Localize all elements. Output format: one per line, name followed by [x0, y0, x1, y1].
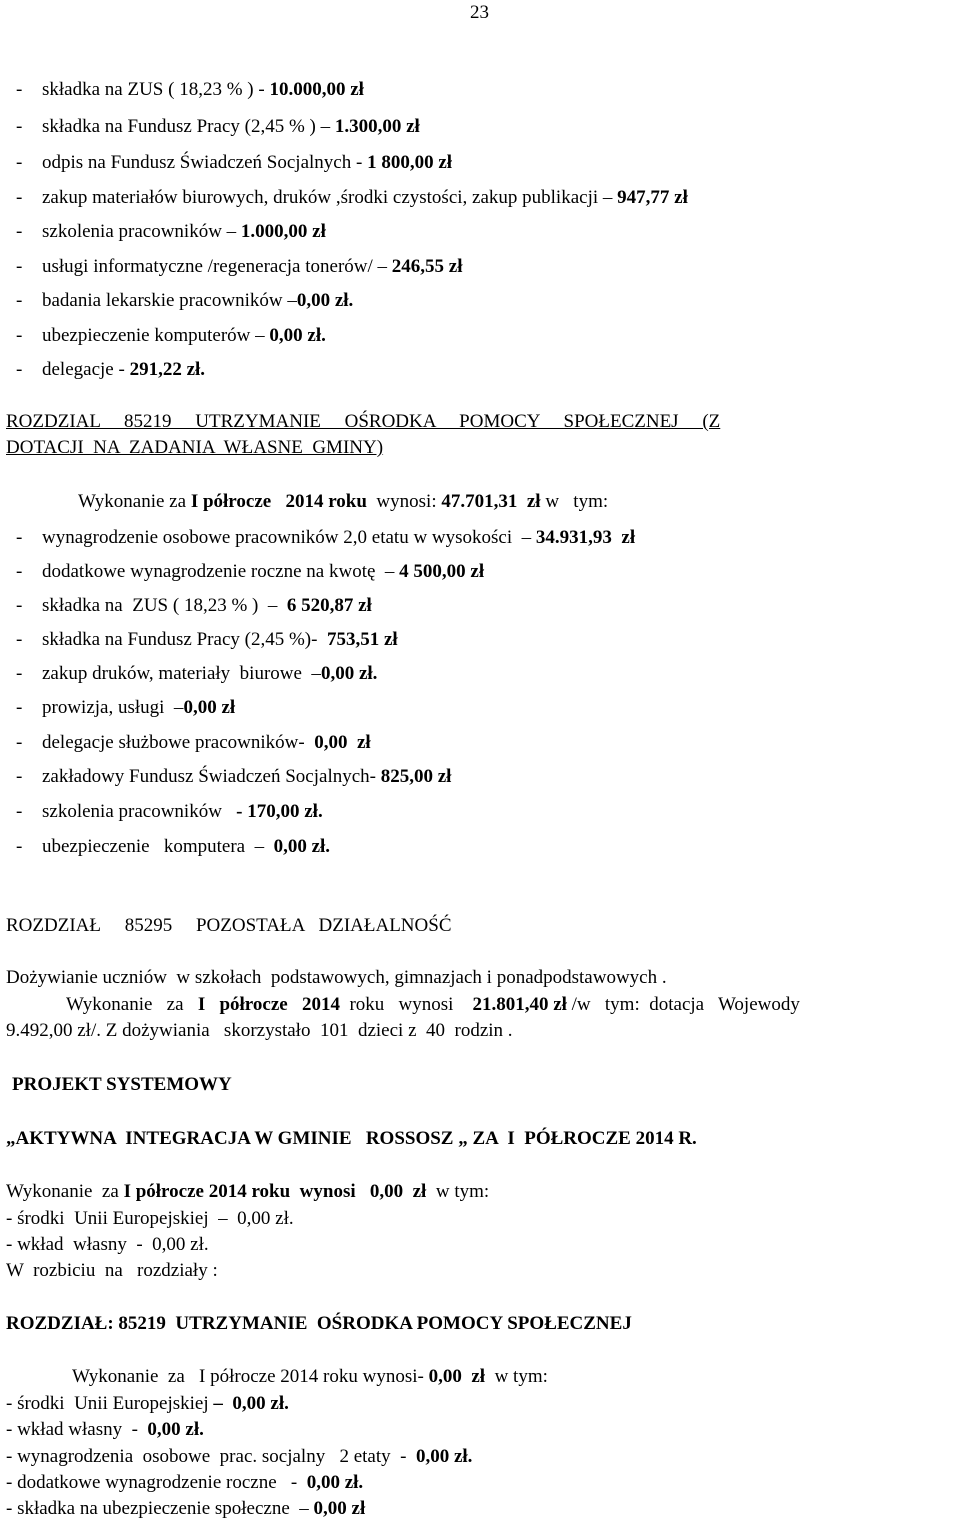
project-breakdown-intro: W rozbiciu na rozdziały :	[6, 1260, 218, 1281]
list-item: - składka na ubezpieczenie społeczne – 0,00 zł	[6, 1498, 366, 1519]
execution-summary: Wykonanie za I półrocze 2014 roku wynosi: 47.701,31 zł w tym:	[78, 491, 609, 512]
list-item: - środki Unii Europejskiej – 0,00 zł.	[6, 1393, 289, 1414]
section3-execution: Wykonanie za I półrocze 2014 roku wynosi- 0,00 zł w tym:	[72, 1366, 548, 1387]
list-item: - wynagrodzenia osobowe prac. socjalny 2 etaty - 0,00 zł.	[6, 1446, 473, 1467]
project-eu-funds: - środki Unii Europejskiej – 0,00 zł.	[6, 1208, 294, 1229]
section-heading-85219: ROZDZIAL 85219 UTRZYMANIE OŚRODKA POMOCY SPOŁECZNEJ (Z	[6, 411, 721, 432]
feeding-description: Dożywianie uczniów w szkołach podstawowych, gimnazjach i ponadpodstawowych .	[6, 967, 667, 988]
feeding-execution-cont: 9.492,00 zł/. Z dożywiania skorzystało 101 dzieci z 40 rodzin .	[6, 1020, 513, 1041]
feeding-execution: Wykonanie za I półrocze 2014 roku wynosi 21.801,40 zł /w tym: dotacja Wojewody	[66, 994, 800, 1015]
project-title: PROJEKT SYSTEMOWY	[12, 1074, 232, 1095]
project-own-contribution: - wkład własny - 0,00 zł.	[6, 1234, 209, 1255]
page-number: 23	[470, 2, 489, 23]
list-item: - wkład własny - 0,00 zł.	[6, 1419, 204, 1440]
section-heading-85295: ROZDZIAŁ 85295 POZOSTAŁA DZIAŁALNOŚĆ	[6, 915, 452, 936]
list-item: - dodatkowe wynagrodzenie roczne - 0,00 zł.	[6, 1472, 364, 1493]
project-execution: Wykonanie za I półrocze 2014 roku wynosi 0,00 zł w tym:	[6, 1181, 490, 1202]
section-heading-85219-project: ROZDZIAŁ: 85219 UTRZYMANIE OŚRODKA POMOCY SPOŁECZNEJ	[6, 1313, 632, 1334]
project-subtitle: „AKTYWNA INTEGRACJA W GMINIE ROSSOSZ „ ZA I PÓŁROCZE 2014 R.	[6, 1128, 697, 1149]
section-heading-85219-cont: DOTACJI NA ZADANIA WŁASNE GMINY)	[6, 437, 384, 458]
